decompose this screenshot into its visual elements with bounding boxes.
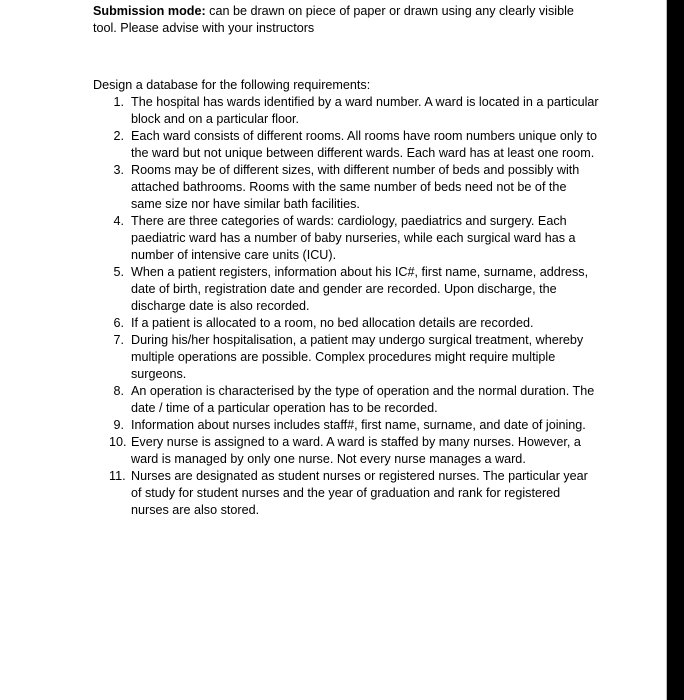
requirement-text: An operation is characterised by the type of operation and the normal duration. The date / time of a particular operation has to be recorded. (131, 384, 595, 415)
requirement-number: 8. (113, 384, 124, 398)
requirement-item (100, 128, 600, 162)
requirement-text: Each ward consists of different rooms. All rooms have room numbers unique only to the ward but not unique between different wards. Each ward has at least one room. (131, 129, 597, 160)
requirement-item (100, 264, 600, 315)
submission-mode-text: can be drawn on piece of paper or drawn using any clearly visible tool. Please advise with your instructors (93, 4, 574, 35)
requirements-intro: Design a database for the following requirements: (93, 78, 371, 92)
requirement-number: 5. (113, 265, 124, 279)
requirement-item (100, 213, 600, 264)
requirement-item (100, 162, 600, 213)
requirement-number: 4. (113, 214, 124, 228)
requirement-item (100, 315, 600, 332)
requirement-text: The hospital has wards identified by a ward number. A ward is located in a particular block and on a particular floor. (131, 95, 599, 126)
requirement-text: Nurses are designated as student nurses or registered nurses. The particular year of study for student nurses and the year of graduation and rank for registered nurses are also stored. (131, 469, 588, 517)
requirement-number: 9. (113, 418, 124, 432)
requirement-text: Every nurse is assigned to a ward. A ward is staffed by many nurses. However, a ward is managed by only one nurse. Not every nurse manages a ward. (131, 435, 581, 466)
requirement-item (100, 417, 600, 434)
requirement-text: There are three categories of wards: cardiology, paediatrics and surgery. Each paediatric ward has a number of baby nurseries, while each surgical ward has a number of intensive care units (ICU). (131, 214, 576, 262)
requirement-text: When a patient registers, information about his IC#, first name, surname, address, date of birth, registration date and gender are recorded. Upon discharge, the discharge date is also recorded. (131, 265, 589, 313)
requirement-text: If a patient is allocated to a room, no bed allocation details are recorded. (131, 316, 534, 330)
requirement-number: 3. (113, 163, 124, 177)
requirement-number: 7. (113, 333, 124, 347)
requirements-list (100, 94, 600, 519)
requirement-item (100, 383, 600, 417)
requirement-item (100, 332, 600, 383)
requirement-number: 6. (113, 316, 124, 330)
submission-mode-label: Submission mode: (93, 4, 206, 18)
requirement-number: 11. (109, 469, 126, 483)
requirement-number: 2. (113, 129, 124, 143)
requirement-text: Information about nurses includes staff#, first name, surname, and date of joining. (131, 418, 586, 432)
requirement-number: 1. (113, 95, 124, 109)
requirement-text: During his/her hospitalisation, a patient may undergo surgical treatment, whereby multiple operations are possible. Complex procedures might require multiple surgeons. (131, 333, 584, 381)
requirement-item (100, 468, 600, 519)
requirement-item (100, 94, 600, 128)
submission-mode-paragraph (93, 3, 593, 37)
requirement-number: 10. (109, 435, 127, 449)
requirement-text: Rooms may be of different sizes, with different number of beds and possibly with attached bathrooms. Rooms with the same number of beds need not be of the same size nor have similar bath facilities. (131, 163, 580, 211)
requirement-item (100, 434, 600, 468)
